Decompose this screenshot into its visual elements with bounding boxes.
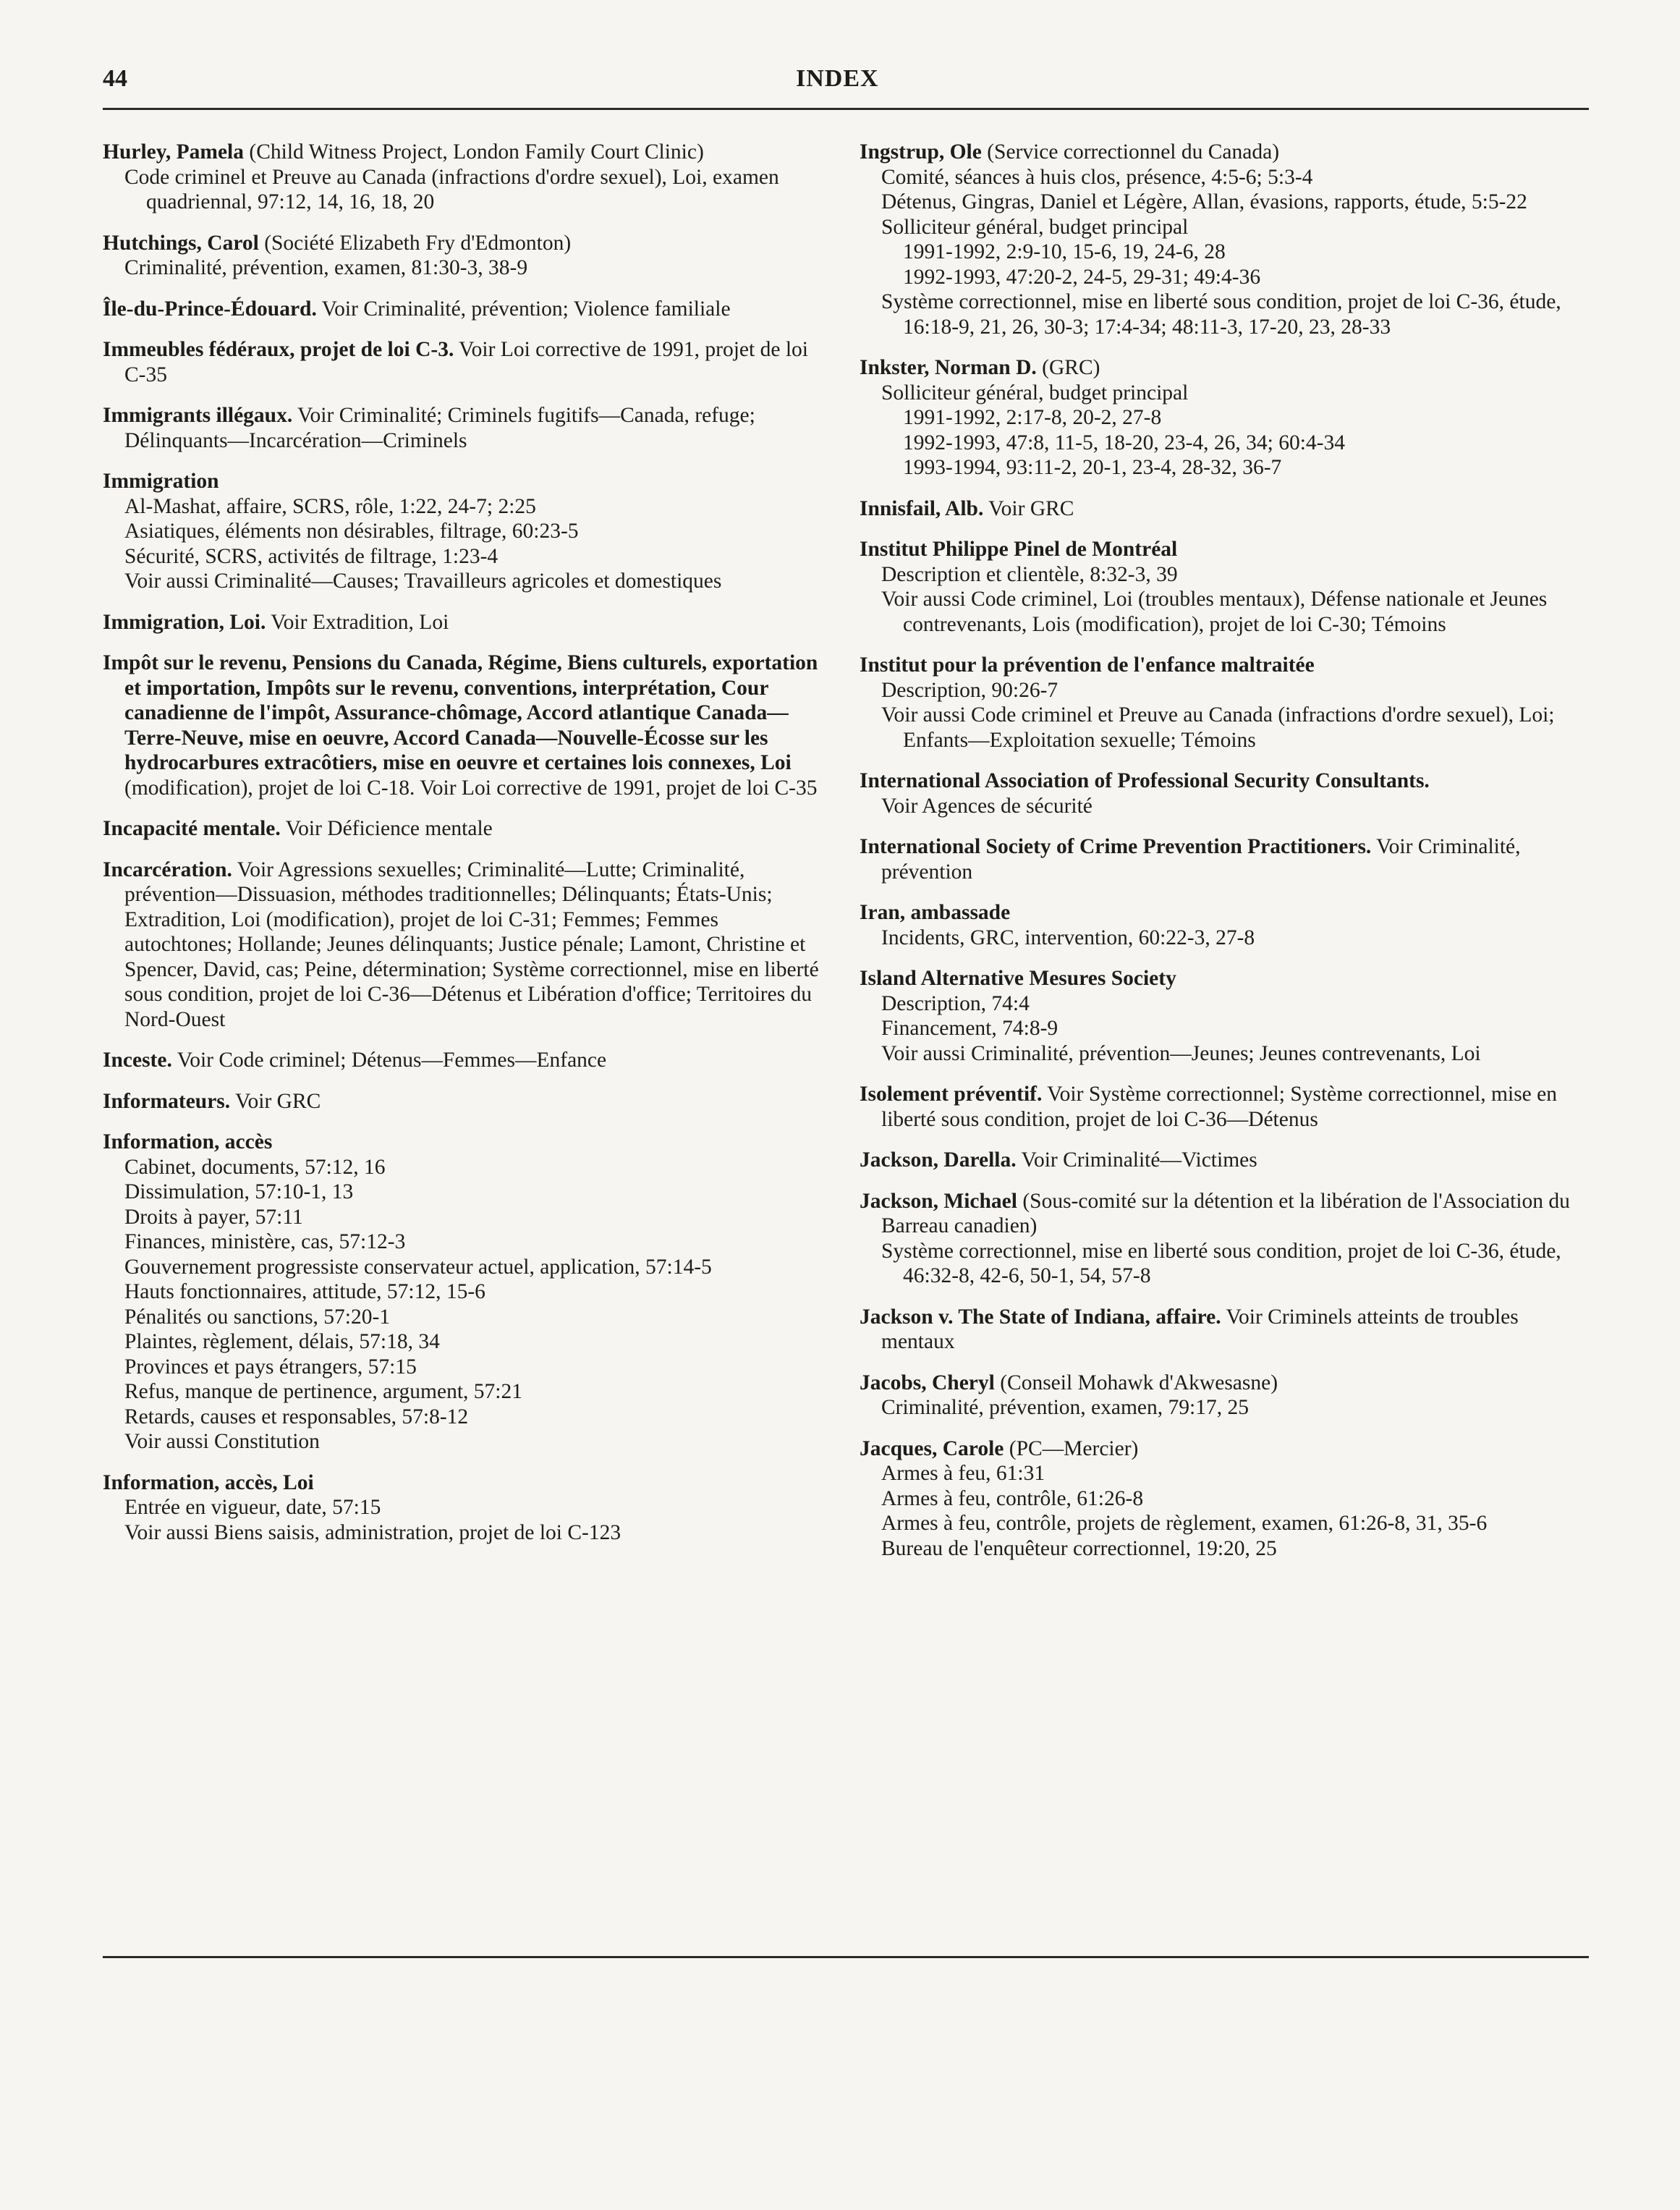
entry-subentry: Description, 74:4 (881, 991, 1030, 1015)
entry-heading (860, 355, 1583, 381)
entry-heading (860, 834, 1583, 884)
entry-headword: Jacques, Carole (860, 1436, 1004, 1460)
index-entry (860, 1305, 1583, 1355)
entry-headword: Immigration (103, 470, 219, 493)
index-entry (103, 140, 819, 215)
entry-headword: International Society of Crime Prevention Practitioners. (860, 835, 1372, 858)
index-column-left (103, 140, 819, 1561)
entry-subentry: Description, 90:26-7 (881, 678, 1059, 702)
entry-qualifier: Voir Criminalité, prévention (881, 835, 1521, 884)
entry-headword: Island Alternative Mesures Society (860, 967, 1176, 990)
footer-rule (103, 1956, 1589, 1958)
index-entry (103, 1089, 819, 1114)
entry-subentry: Gouvernement progressiste conservateur actuel, application, 57:14-5 (124, 1255, 712, 1279)
entry-subentry: Voir aussi Biens saisis, administration, projet de loi C-123 (124, 1520, 621, 1544)
entry-heading (103, 1130, 819, 1155)
entry-qualifier: Voir Criminels atteints de troubles mentaux (881, 1305, 1519, 1353)
entry-subentry: Asiatiques, éléments non désirables, filtrage, 60:23-5 (124, 520, 579, 543)
entry-subentry: Solliciteur général, budget principal (881, 381, 1189, 405)
entry-qualifier: (GRC) (1036, 356, 1100, 379)
entry-subentry: Plaintes, règlement, délais, 57:18, 34 (124, 1330, 440, 1353)
index-entry (860, 1148, 1583, 1173)
entry-qualifier: Voir GRC (983, 496, 1074, 520)
entry-subentry: Voir aussi Criminalité, prévention—Jeunes; Jeunes contrevenants, Loi (881, 1041, 1481, 1065)
entry-subentry: 1992-1993, 47:20-2, 24-5, 29-31; 49:4-36 (903, 265, 1261, 289)
index-entry (860, 140, 1583, 339)
index-entry (103, 337, 819, 387)
entry-headword: Informateurs. (103, 1089, 231, 1113)
entry-heading (103, 858, 819, 1033)
index-entry (860, 496, 1583, 522)
entry-subentry: Provinces et pays étrangers, 57:15 (124, 1355, 417, 1379)
index-entry (860, 834, 1583, 884)
entry-heading (860, 1305, 1583, 1355)
entry-headword: Jackson v. The State of Indiana, affaire. (860, 1305, 1221, 1329)
entry-qualifier: Voir Criminalité—Victimes (1016, 1148, 1257, 1172)
entry-heading (860, 966, 1583, 991)
entry-subentry: Bureau de l'enquêteur correctionnel, 19:20, 25 (881, 1536, 1277, 1560)
entry-subentry: Armes à feu, contrôle, 61:26-8 (881, 1486, 1144, 1510)
entry-heading (103, 337, 819, 387)
entry-headword: Hurley, Pamela (103, 140, 244, 164)
index-entry (103, 231, 819, 281)
entry-heading (860, 1371, 1583, 1396)
entry-heading (860, 496, 1583, 522)
entry-qualifier: Voir Loi corrective de 1991, projet de loi C-35 (124, 338, 808, 386)
entry-subentry: 1991-1992, 2:17-8, 20-2, 27-8 (903, 406, 1162, 429)
entry-qualifier: Voir Système correctionnel; Système correctionnel, mise en liberté sous condition, projet de loi C-36—Détenus (881, 1083, 1557, 1131)
entry-headword: International Association of Professional Security Consultants. (860, 769, 1430, 792)
entry-heading (860, 1082, 1583, 1132)
entry-qualifier: Voir Criminalité, prévention; Violence familiale (316, 297, 731, 321)
index-entry (860, 1189, 1583, 1289)
index-entry (860, 653, 1583, 753)
entry-subentry: Entrée en vigueur, date, 57:15 (124, 1496, 381, 1519)
entry-heading (860, 1148, 1583, 1173)
entry-subentry: Criminalité, prévention, examen, 81:30-3, 38-9 (124, 256, 528, 279)
entry-subentry: Criminalité, prévention, examen, 79:17, 25 (881, 1396, 1249, 1419)
entry-heading (860, 900, 1583, 926)
entry-qualifier: Voir Extradition, Loi (266, 610, 449, 634)
entry-qualifier: (Conseil Mohawk d'Akwesasne) (994, 1371, 1278, 1394)
entry-subentry: 1991-1992, 2:9-10, 15-6, 19, 24-6, 28 (903, 240, 1226, 263)
index-entry (103, 297, 819, 322)
entry-heading (103, 140, 819, 165)
index-entry (860, 769, 1583, 818)
entry-qualifier: Voir Criminalité; Criminels fugitifs—Canada, refuge; Délinquants—Incarcération—Criminels (124, 404, 755, 452)
index-entry (103, 1130, 819, 1455)
index-entry (103, 651, 819, 800)
entry-subentry: Retards, causes et responsables, 57:8-12 (124, 1405, 469, 1428)
entry-headword: Immigrants illégaux. (103, 404, 293, 427)
entry-headword: Immeubles fédéraux, projet de loi C-3. (103, 338, 454, 361)
entry-subentry: 1992-1993, 47:8, 11-5, 18-20, 23-4, 26, 34; 60:4-34 (903, 431, 1345, 454)
index-entry (103, 858, 819, 1033)
entry-headword: Inceste. (103, 1049, 172, 1072)
entry-heading (860, 769, 1583, 794)
entry-qualifier: (Child Witness Project, London Family Court Clinic) (244, 140, 704, 164)
entry-headword: Jacobs, Cheryl (860, 1371, 995, 1394)
entry-heading (860, 537, 1583, 562)
entry-headword: Institut Philippe Pinel de Montréal (860, 538, 1178, 561)
index-entry (103, 1048, 819, 1073)
entry-headword: Institut pour la prévention de l'enfance maltraitée (860, 653, 1315, 677)
entry-subentry: Armes à feu, contrôle, projets de règlement, examen, 61:26-8, 31, 35-6 (881, 1512, 1488, 1535)
entry-subentry: Dissimulation, 57:10-1, 13 (124, 1180, 354, 1203)
entry-headword: Impôt sur le revenu, Pensions du Canada, Régime, Biens culturels, exportation et importation, Impôts sur le revenu, conventions, interprétation, Cour canadienne de l'impôt, Assurance-chômage, Accord atlantique Canada—Terre-Neuve, mise en oeuvre, Accord Canada—Nouvelle-Écosse sur les hydrocarbures extracôtiers, mise en oeuvre et certaines lois connexes, Loi (103, 651, 818, 774)
entry-heading (103, 297, 819, 322)
entry-qualifier: Voir GRC (230, 1089, 321, 1113)
index-entry (860, 966, 1583, 1066)
entry-headword: Île-du-Prince-Édouard. (103, 297, 317, 321)
index-entry (103, 816, 819, 842)
entry-subentry: Sécurité, SCRS, activités de filtrage, 1:23-4 (124, 544, 499, 568)
entry-heading (103, 469, 819, 494)
entry-headword: Information, accès (103, 1130, 273, 1153)
index-entry (103, 403, 819, 453)
entry-headword: Incarcération. (103, 858, 232, 881)
entry-heading (860, 1436, 1583, 1462)
entry-qualifier: Voir Agressions sexuelles; Criminalité—Lutte; Criminalité, prévention—Dissuasion, méthodes traditionnelles; Délinquants; États-Unis; Extradition, Loi (modification), projet de loi C-31; Femmes; Femmes autochtones; Hollande; Jeunes délinquants; Justice pénale; Lamont, Christine et Spencer, David, cas; Peine, détermination; Système correctionnel, mise en liberté sous condition, projet de loi C-36—Détenus et Libération d'office; Territoires du Nord-Ouest (124, 858, 819, 1031)
entry-headword: Innisfail, Alb. (860, 496, 984, 520)
entry-heading (103, 1470, 819, 1496)
entry-subentry: Finances, ministère, cas, 57:12-3 (124, 1230, 406, 1253)
index-entry (860, 900, 1583, 950)
entry-qualifier: (PC—Mercier) (1004, 1436, 1139, 1460)
entry-subentry: 1993-1994, 93:11-2, 20-1, 23-4, 28-32, 36-7 (903, 456, 1282, 479)
page-number: 44 (103, 65, 127, 92)
entry-subentry: Description et clientèle, 8:32-3, 39 (881, 562, 1178, 586)
entry-subentry: Solliciteur général, budget principal (881, 215, 1189, 239)
entry-subentry: Système correctionnel, mise en liberté sous condition, projet de loi C-36, étude, 16:18-9, 21, 26, 30-3; 17:4-34; 48:11-3, 17-20, 23, 28-33 (881, 290, 1561, 339)
entry-subentry: Incidents, GRC, intervention, 60:22-3, 27-8 (881, 926, 1255, 949)
entry-subentry: Voir aussi Constitution (124, 1430, 320, 1453)
entry-subentry: Armes à feu, 61:31 (881, 1462, 1045, 1485)
entry-qualifier: (Service correctionnel du Canada) (981, 140, 1280, 164)
entry-subentry: Voir aussi Criminalité—Causes; Travailleurs agricoles et domestiques (124, 570, 722, 593)
entry-heading (860, 140, 1583, 165)
index-entry (103, 1470, 819, 1546)
entry-qualifier: Voir Code criminel; Détenus—Femmes—Enfance (171, 1049, 607, 1072)
entry-subentry: Comité, séances à huis clos, présence, 4:5-6; 5:3-4 (881, 165, 1313, 189)
entry-subentry: Détenus, Gingras, Daniel et Légère, Allan, évasions, rapports, étude, 5:5-22 (881, 190, 1527, 213)
entry-subentry: Al-Mashat, affaire, SCRS, rôle, 1:22, 24-7; 2:25 (124, 494, 536, 518)
entry-heading (103, 403, 819, 453)
entry-subentry: Hauts fonctionnaires, attitude, 57:12, 15-6 (124, 1280, 485, 1303)
entry-subentry: Cabinet, documents, 57:12, 16 (124, 1155, 386, 1179)
entry-subentry: Voir Agences de sécurité (881, 794, 1093, 818)
entry-headword: Incapacité mentale. (103, 817, 281, 840)
entry-qualifier: (modification), projet de loi C-18. Voir Loi corrective de 1991, projet de loi C-35 (124, 776, 818, 800)
page-title: INDEX (796, 65, 879, 92)
entry-qualifier: (Société Elizabeth Fry d'Edmonton) (258, 231, 572, 255)
index-entry (860, 1436, 1583, 1562)
entry-headword: Immigration, Loi. (103, 610, 266, 634)
index-entry (103, 469, 819, 594)
entry-heading (103, 651, 819, 800)
entry-headword: Information, accès, Loi (103, 1470, 314, 1494)
entry-subentry: Pénalités ou sanctions, 57:20-1 (124, 1305, 391, 1329)
entry-subentry: Refus, manque de pertinence, argument, 57:21 (124, 1380, 522, 1403)
entry-headword: Jackson, Michael (860, 1189, 1017, 1213)
entry-qualifier: (Sous-comité sur la détention et la libération de l'Association du Barreau canadien) (881, 1189, 1570, 1237)
entry-heading (860, 653, 1583, 678)
index-entry (860, 355, 1583, 480)
index-entry (860, 1082, 1583, 1132)
entry-headword: Isolement préventif. (860, 1083, 1043, 1106)
entry-subentry: Financement, 74:8-9 (881, 1017, 1059, 1040)
entry-qualifier: Voir Déficience mentale (280, 817, 493, 840)
header-rule (103, 108, 1589, 110)
entry-heading (103, 1089, 819, 1114)
entry-subentry: Voir aussi Code criminel et Preuve au Canada (infractions d'ordre sexuel), Loi; Enfants—Exploitation sexuelle; Témoins (881, 703, 1555, 752)
entry-headword: Hutchings, Carol (103, 231, 259, 255)
entry-subentry: Code criminel et Preuve au Canada (infractions d'ordre sexuel), Loi, examen quadriennal, 97:12, 14, 16, 18, 20 (124, 165, 779, 213)
entry-heading (103, 816, 819, 842)
entry-headword: Inkster, Norman D. (860, 356, 1037, 379)
entry-headword: Jackson, Darella. (860, 1148, 1017, 1172)
entry-headword: Iran, ambassade (860, 901, 1011, 924)
index-entry (860, 537, 1583, 637)
index-column-right (860, 140, 1583, 1577)
index-entry (860, 1371, 1583, 1421)
entry-heading (103, 1048, 819, 1073)
entry-heading (103, 610, 819, 635)
entry-headword: Ingstrup, Ole (860, 140, 982, 164)
entry-subentry: Système correctionnel, mise en liberté sous condition, projet de loi C-36, étude, 46:32-8, 42-6, 50-1, 54, 57-8 (881, 1239, 1561, 1287)
entry-subentry: Droits à payer, 57:11 (124, 1205, 303, 1229)
entry-heading (103, 231, 819, 256)
entry-heading (860, 1189, 1583, 1239)
entry-subentry: Voir aussi Code criminel, Loi (troubles mentaux), Défense nationale et Jeunes contrevenants, Lois (modification), projet de loi C-30; Témoins (881, 588, 1548, 636)
index-entry (103, 610, 819, 635)
